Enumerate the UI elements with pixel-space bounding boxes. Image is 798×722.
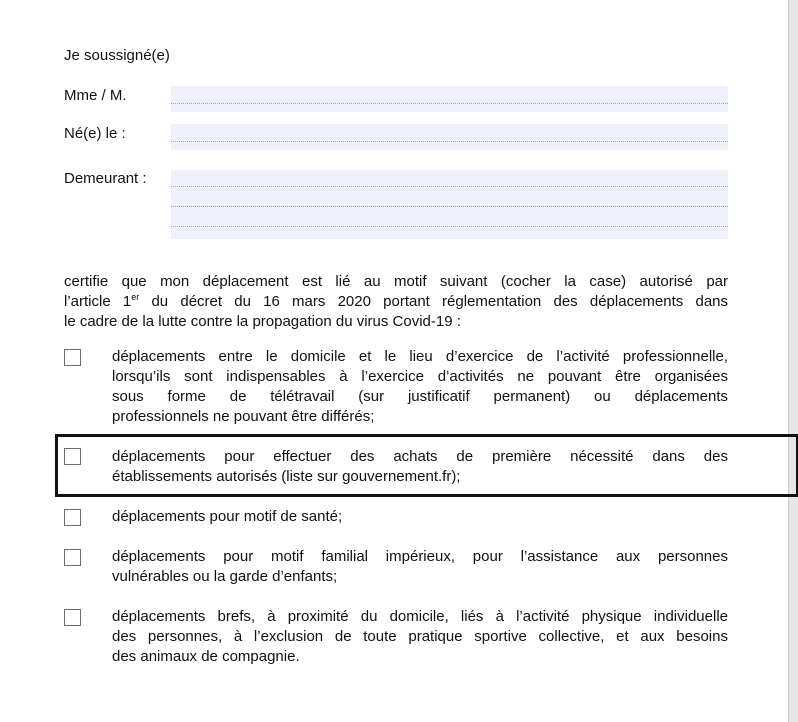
option-line: lorsqu’ils sont indispensables à l’exercice d’activités ne pouvant être organisées [112,368,728,385]
field-dotline [171,141,728,142]
option-line: professionnels ne pouvant être différés; [112,408,375,425]
option-line: déplacements pour effectuer des achats de première nécessité dans des [112,448,728,465]
certify-line: certifie que mon déplacement est lié au motif suivant (cocher la case) autorisé par [64,273,728,290]
name-field[interactable] [171,86,728,112]
ordinal-superscript: er [131,292,140,302]
certify-line [64,292,728,312]
option-line: déplacements brefs, à proximité du domicile, liés à l’activité physique individuelle [112,608,728,625]
option-health-text [112,507,728,527]
certify-text: l’article 1 [64,293,132,310]
checkbox-exercise[interactable] [64,609,81,626]
option-line: déplacements pour motif familial impérieux, pour l’assistance aux personnes [112,548,728,565]
option-line: déplacements entre le domicile et le lieu d’exercice de l’activité professionnelle, [112,348,728,365]
option-line: établissements autorisés (liste sur gouvernement.fr); [112,468,461,485]
birth-date-field[interactable] [171,124,728,150]
option-family-text [112,547,728,587]
option-line: des animaux de compagnie. [112,648,300,665]
field-dotline [171,206,728,207]
field-dotline [171,103,728,104]
option-work-text [112,347,728,427]
address-field[interactable] [171,170,728,239]
birth-label: Né(e) le : [64,125,126,142]
certify-paragraph [64,272,728,332]
field-dotline [171,186,728,187]
checkbox-health[interactable] [64,509,81,526]
checkbox-family[interactable] [64,549,81,566]
name-label: Mme / M. [64,87,127,104]
address-label: Demeurant : [64,170,147,187]
option-line: sous forme de télétravail (sur justificatif permanent) ou déplacements [112,388,728,405]
option-line: vulnérables ou la garde d’enfants; [112,568,338,585]
highlight-frame [55,434,798,497]
checkbox-work[interactable] [64,349,81,366]
option-line: des personnes, à l’exclusion de toute pratique sportive collective, et aux besoins [112,628,728,645]
certify-text: du décret du 16 mars 2020 portant réglementation des déplacements dans [139,293,728,310]
certify-line: le cadre de la lutte contre la propagation du virus Covid-19 : [64,313,461,330]
option-line: déplacements pour motif de santé; [112,508,343,525]
field-dotline [171,226,728,227]
option-exercise-text [112,607,728,667]
intro-text: Je soussigné(e) [64,47,170,64]
